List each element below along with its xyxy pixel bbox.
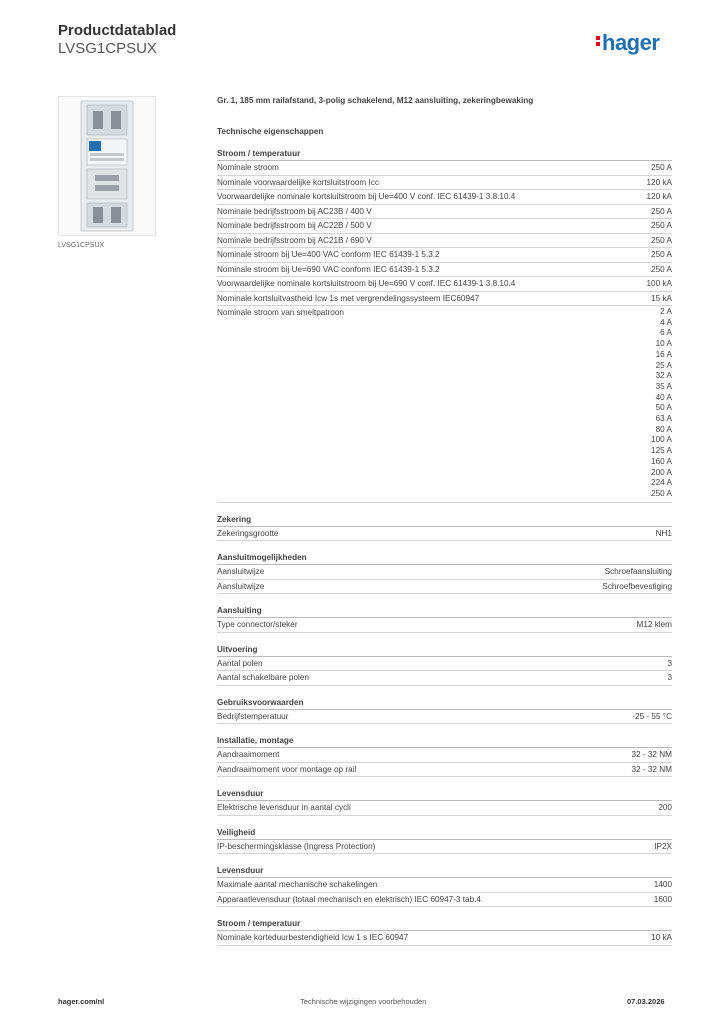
spec-row (217, 205, 672, 220)
spec-value: 32 - 32 NM (631, 750, 672, 760)
product-code: LVSG1CPSUX (58, 40, 157, 57)
spec-value: Schroefaansluiting (604, 567, 672, 577)
spec-content (217, 96, 672, 957)
product-image (58, 96, 156, 236)
spec-value: 4 A (660, 317, 672, 327)
spec-label: Aandraaimoment (217, 750, 280, 760)
spec-value: 250 A (651, 163, 672, 172)
spec-value: 15 kA (651, 293, 672, 303)
spec-label: Zekeringsgrootte (217, 528, 279, 538)
spec-label: Nominale bedrijfsstroom bij AC22B / 500 V (217, 221, 372, 230)
spec-label: Nominale bedrijfsstroom bij AC21B / 690 V (217, 235, 372, 245)
spec-label: Aansluitwijze (217, 581, 265, 591)
spec-row (217, 219, 672, 234)
spec-value: 100 kA (646, 279, 672, 288)
spec-value: 1600 (653, 894, 672, 904)
spec-value: 32 A (655, 371, 672, 381)
spec-value: 25 A (655, 360, 672, 370)
spec-sections (217, 148, 672, 946)
spec-value: IP2X (654, 841, 672, 851)
spec-value: 200 A (651, 467, 672, 477)
spec-value-list (651, 306, 672, 502)
tech-properties-title: Technische eigenschappen (217, 127, 324, 136)
spec-row (217, 657, 672, 672)
spec-label: Nominale korteduurbestendigheid Icw 1 s IEC 60947 (217, 933, 409, 943)
spec-label: Aantal polen (217, 658, 263, 668)
section-title: Zekering (217, 514, 672, 527)
spec-value: 250 A (651, 264, 672, 274)
spec-value: -25 - 55 °C (632, 711, 672, 721)
spec-row (217, 801, 672, 816)
product-description: Gr. 1, 185 mm railafstand, 3-polig schakelend, M12 aansluiting, zekeringbewaking (217, 96, 534, 105)
spec-value: 40 A (655, 392, 672, 402)
spec-section (217, 918, 672, 946)
page-title: Productdatablad (58, 22, 177, 39)
spec-row (217, 263, 672, 278)
section-title: Stroom / temperatuur (217, 148, 672, 161)
spec-section (217, 827, 672, 855)
spec-label: Aantal schakelbare polen (217, 673, 309, 683)
spec-label: Voorwaardelijke nominale kortsluitstroom bij Ue=690 V conf. IEC 61439-1 3.8.10.4 (217, 279, 516, 288)
spec-value: 3 (667, 658, 672, 668)
section-title: Aansluiting (217, 605, 672, 618)
spec-row (217, 176, 672, 191)
spec-row (217, 580, 672, 595)
spec-label: Nominale voorwaardelijke kortsluitstroom Icc (217, 177, 379, 187)
spec-value: 50 A (655, 403, 672, 413)
spec-row (217, 671, 672, 686)
spec-label: Nominale stroom (217, 163, 279, 172)
spec-row (217, 893, 672, 908)
spec-value: 125 A (651, 446, 672, 456)
fuse-switch-disconnector-icon (59, 97, 155, 235)
section-title: Gebruiksvoorwaarden (217, 697, 672, 710)
spec-row (217, 931, 672, 946)
section-title: Aansluitmogelijkheden (217, 552, 672, 565)
spec-value: 16 A (655, 349, 672, 359)
spec-value: 200 (658, 803, 672, 813)
spec-section (217, 697, 672, 725)
spec-value: 6 A (660, 328, 672, 338)
spec-row (217, 161, 672, 176)
spec-value: 250 A (651, 206, 672, 216)
spec-label: Maximale aantal mechanische schakelingen (217, 880, 378, 890)
spec-row (217, 840, 672, 855)
spec-value: 120 kA (646, 192, 672, 201)
section-title: Uitvoering (217, 644, 672, 657)
logo-dots-icon (596, 34, 600, 48)
spec-label: Aandraaimoment voor montage op rail (217, 764, 357, 774)
image-caption: LVSG1CPSUX (58, 242, 105, 249)
section-title: Veiligheid (217, 827, 672, 840)
section-title: Installatie, montage (217, 735, 672, 748)
spec-value: 32 - 32 NM (631, 764, 672, 774)
spec-label: Elektrische levensduur in aantal cycli (217, 803, 351, 813)
spec-value: M12 klem (636, 620, 672, 630)
spec-value: 10 A (655, 339, 672, 349)
spec-value: 160 A (651, 456, 672, 466)
spec-value: 250 A (651, 488, 672, 498)
spec-value: 2 A (660, 307, 672, 316)
spec-value: 100 A (651, 435, 672, 445)
section-title: Levensduur (217, 788, 672, 801)
spec-label: Nominale stroom bij Ue=400 VAC conform IEC 61439-1 5.3.2 (217, 250, 440, 259)
spec-section (217, 605, 672, 633)
spec-section (217, 788, 672, 816)
spec-value: 250 A (651, 235, 672, 245)
spec-label: Voorwaardelijke nominale kortsluitstroom bij Ue=400 V conf. IEC 61439-1 3.8.10.4 (217, 192, 516, 201)
footer-date: 07.03.2026 (627, 997, 665, 1006)
spec-value: 224 A (651, 478, 672, 488)
spec-row (217, 248, 672, 263)
spec-row (217, 878, 672, 893)
spec-row (217, 710, 672, 725)
spec-value: 250 A (651, 250, 672, 259)
spec-section (217, 644, 672, 686)
spec-label: Nominale stroom van smeltpatroon (217, 308, 344, 317)
spec-row (217, 763, 672, 778)
spec-section (217, 735, 672, 777)
spec-row (217, 277, 672, 292)
spec-label: Aansluitwijze (217, 567, 265, 577)
spec-row-multi (217, 306, 672, 503)
spec-value: 80 A (655, 424, 672, 434)
spec-row (217, 234, 672, 249)
spec-row (217, 565, 672, 580)
spec-value: 120 kA (646, 177, 672, 187)
logo-text: hager (602, 30, 660, 55)
footer-disclaimer: Technische wijzigingen voorbehouden (300, 997, 427, 1006)
brand-logo (596, 30, 659, 56)
spec-label: Type connector/steker (217, 620, 298, 630)
spec-row (217, 292, 672, 307)
spec-label: Apparaatlevensduur (totaal mechanisch en elektrisch) IEC 60947-3 tab.4 (217, 894, 481, 904)
spec-value: 63 A (655, 414, 672, 424)
spec-row (217, 748, 672, 763)
spec-section (217, 514, 672, 542)
spec-value: Schroefbevestiging (602, 581, 672, 591)
spec-value: NH1 (655, 528, 672, 538)
spec-label: Nominale stroom bij Ue=690 VAC conform IEC 61439-1 5.3.2 (217, 264, 440, 274)
spec-value: 35 A (655, 381, 672, 391)
footer-website: hager.com/nl (58, 997, 105, 1006)
spec-value: 250 A (651, 221, 672, 230)
spec-section (217, 552, 672, 594)
spec-row (217, 190, 672, 205)
section-title: Levensduur (217, 865, 672, 878)
spec-row (217, 618, 672, 633)
spec-value: 3 (667, 673, 672, 683)
spec-value: 10 kA (651, 933, 672, 943)
spec-row (217, 527, 672, 542)
spec-label: Bedrijfstemperatuur (217, 711, 289, 721)
spec-label: Nominale kortsluitvastheid Icw 1s met vergrendelingssysteem IEC60947 (217, 293, 480, 303)
spec-label: Nominale bedrijfsstroom bij AC23B / 400 V (217, 206, 372, 216)
spec-label: IP-beschermingsklasse (Ingress Protection) (217, 841, 376, 851)
spec-section (217, 148, 672, 503)
section-title: Stroom / temperatuur (217, 918, 672, 931)
spec-value: 1400 (653, 880, 672, 890)
spec-section (217, 865, 672, 907)
